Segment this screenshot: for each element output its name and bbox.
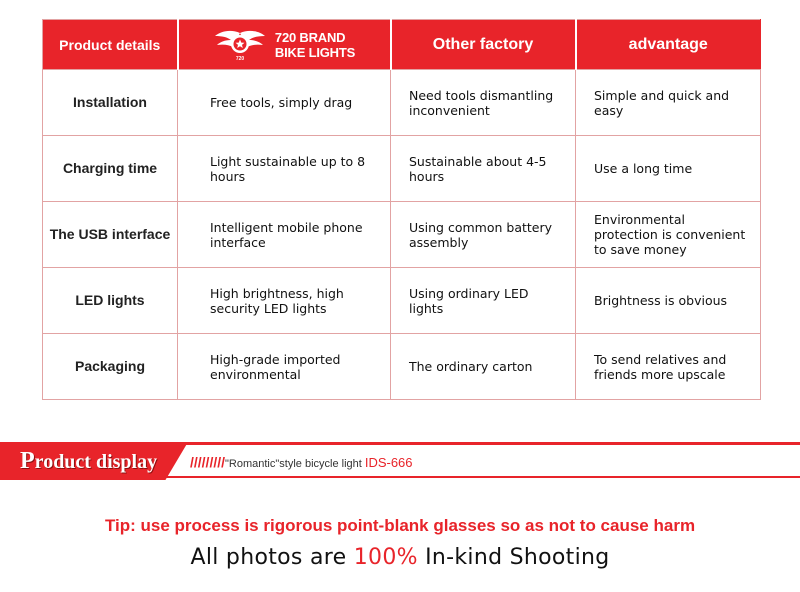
table-row <box>43 334 761 400</box>
banner-model-number: IDS-666 <box>364 455 413 470</box>
cell-advantage: Simple and quick and easy <box>576 70 761 136</box>
brand-line-2: BIKE LIGHTS <box>274 44 356 60</box>
photos-note-highlight: 100% <box>353 545 418 570</box>
cell-brand: High-grade imported environmental <box>178 334 391 400</box>
banner-subtitle-text: "Romantic"style bicycle light <box>225 458 362 470</box>
table-header-row <box>43 20 761 70</box>
row-label-installation: Installation <box>43 70 178 136</box>
header-product-details: Product details <box>43 20 178 70</box>
row-label-usb-interface: The USB interface <box>43 202 178 268</box>
photos-note-before: All photos are <box>190 545 354 570</box>
cell-other: Need tools dismantling inconvenient <box>391 70 576 136</box>
cell-advantage: Brightness is obvious <box>576 268 761 334</box>
header-brand <box>178 20 391 70</box>
tip-text: Tip: use process is rigorous point-blank glasses so as not to cause harm <box>104 516 696 535</box>
table-row <box>43 202 761 268</box>
cell-advantage: Use a long time <box>576 136 761 202</box>
product-display-banner <box>0 436 800 488</box>
header-other-factory: Other factory <box>391 20 576 70</box>
cell-brand: Light sustainable up to 8 hours <box>178 136 391 202</box>
winged-shield-logo-icon <box>213 27 267 63</box>
cell-advantage: Environmental protection is convenient to save money <box>576 202 761 268</box>
row-label-led-lights: LED lights <box>43 268 178 334</box>
cell-other: Using common battery assembly <box>391 202 576 268</box>
photos-note-after: In-kind Shooting <box>417 545 610 570</box>
cell-other: Using ordinary LED lights <box>391 268 576 334</box>
cell-brand: Free tools, simply drag <box>178 70 391 136</box>
cell-brand: Intelligent mobile phone interface <box>178 202 391 268</box>
banner-slashes: ///////// <box>190 454 226 470</box>
header-advantage: advantage <box>576 20 761 70</box>
cell-other: Sustainable about 4-5 hours <box>391 136 576 202</box>
row-label-charging-time: Charging time <box>43 136 178 202</box>
table-row <box>43 136 761 202</box>
cell-advantage: To send relatives and friends more upscale <box>576 334 761 400</box>
banner-title-initial: P <box>20 448 35 474</box>
banner-title <box>20 448 157 475</box>
cell-other: The ordinary carton <box>391 334 576 400</box>
comparison-table <box>42 19 761 400</box>
cell-brand: High brightness, high security LED lights <box>178 268 391 334</box>
banner-subtitle <box>190 454 413 470</box>
table-row <box>43 70 761 136</box>
row-label-packaging: Packaging <box>43 334 178 400</box>
svg-text:720: 720 <box>235 55 245 62</box>
banner-title-rest: roduct display <box>34 451 158 473</box>
brand-line-1: 720 BRAND <box>274 29 346 45</box>
photos-note <box>0 545 800 570</box>
table-row <box>43 268 761 334</box>
